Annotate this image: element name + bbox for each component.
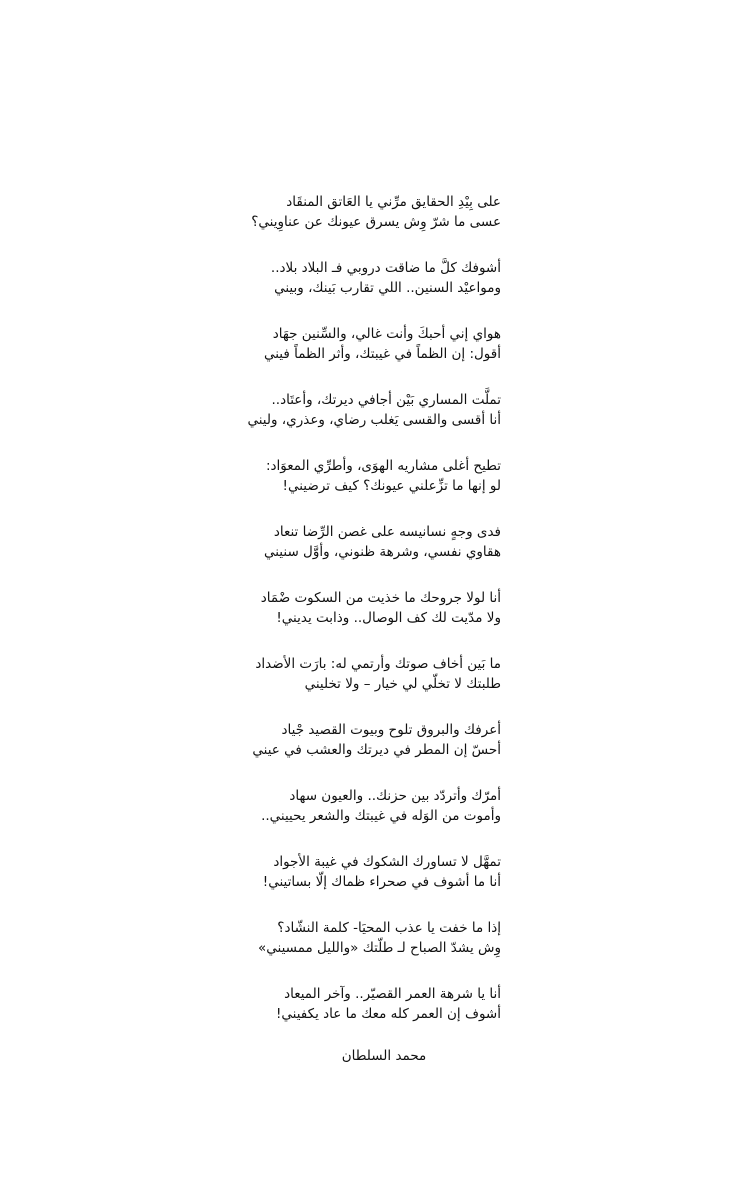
- verse-line: أمرّك وأتردّد بين حزنك.. والعيون سهاد: [289, 788, 501, 804]
- verse-line: هواي إني أحبكَ وأنت غالي، والسِّنين جهَاد: [272, 326, 501, 342]
- verse-line: أنا لولا جروحك ما خذيت من السكوت ضْمَاد: [260, 590, 501, 606]
- verse-line: تملَّت المساري بَيْن أجافي ديرتك، وأعتَاد..: [271, 392, 501, 408]
- stanza-9: [233, 720, 501, 760]
- verse-line: هقاوي نفسي، وشرهة ظنوني، وأوَّل سنيني: [263, 544, 501, 560]
- verse-line: أشوف إن العمر كله معك ما عاد يكفيني!: [276, 1006, 501, 1022]
- verse-line: أنا ما أشوف في صحراء ظماك إلّا بساتيني!: [262, 874, 501, 890]
- verse-line: أقول: إن الظماً في غيبتك، وأثر الظماً فيني: [263, 346, 501, 362]
- stanza-11: [233, 852, 501, 892]
- verse-line: لو إنها ما تزِّعلني عيونك؟ كيف ترضيني!: [282, 478, 501, 494]
- stanza-13: [233, 984, 501, 1024]
- stanza-5: [233, 456, 501, 496]
- verse-line: أنا يا شرهة العمر القصيّر.. وآخر الميعاد: [284, 986, 501, 1002]
- stanza-8: [233, 654, 501, 694]
- verse-line: وأموت من الوَله في غيبتك والشعر يحييني..: [261, 808, 501, 824]
- stanza-6: [233, 522, 501, 562]
- verse-line: أعرفك والبروق تلوح وبيوت القصيد جْياد: [281, 722, 501, 738]
- stanza-3: [233, 324, 501, 364]
- verse-line: أشوفك كلَّ ما ضاقت دروبي فـ البلاد بلاد..: [270, 260, 501, 276]
- verse-line: على بِيْدِ الحقايق مرِّني يا العَاتق المنقَاد: [286, 194, 501, 210]
- verse-line: وِش يشدّ الصباح لـ طلّتك «والليل ممسيني»: [258, 940, 501, 956]
- stanza-1: [233, 192, 501, 232]
- verse-line: ولا مدّيت لك كف الوصال.. وذابت يديني!: [276, 610, 501, 626]
- verse-line: ومواعيْد السنين.. اللي تقارب بَينك، وبيني: [274, 280, 501, 296]
- verse-line: ما بَين أخاف صوتك وأرتمي له: بارَت الأضداد: [255, 656, 501, 672]
- stanza-7: [233, 588, 501, 628]
- stanza-4: [233, 390, 501, 430]
- verse-line: طلبتك لا تخلّي لي خيار – ولا تخليني: [304, 676, 501, 692]
- verse-line: عسى ما شرّ وِش يسرق عيونك عن عناوِيني؟: [251, 214, 501, 230]
- author-name: محمد السلطان: [341, 1048, 427, 1064]
- verse-line: فدى وجهٍ نسانيسه على غصن الرِّضا تنعاد: [273, 524, 501, 540]
- verse-line: أحسّ إن المطر في ديرتك والعشب في عيني: [252, 742, 501, 758]
- stanza-12: [233, 918, 501, 958]
- verse-line: تمهَّل لا تساورك الشكوك في غيبة الأجواد: [273, 854, 501, 870]
- verse-line: أنا أقسى والقسى يَغلب رضاي، وعذري، وليني: [247, 412, 501, 428]
- stanza-10: [233, 786, 501, 826]
- verse-line: إذا ما خفت يا عذب المحيَا- كلمة النشّاد؟: [277, 920, 501, 936]
- verse-line: تطيح أغلى مشاريه الهوَى، وأطرِّي المعوَاد:: [266, 458, 501, 474]
- stanza-2: [233, 258, 501, 298]
- poem: [233, 192, 501, 1066]
